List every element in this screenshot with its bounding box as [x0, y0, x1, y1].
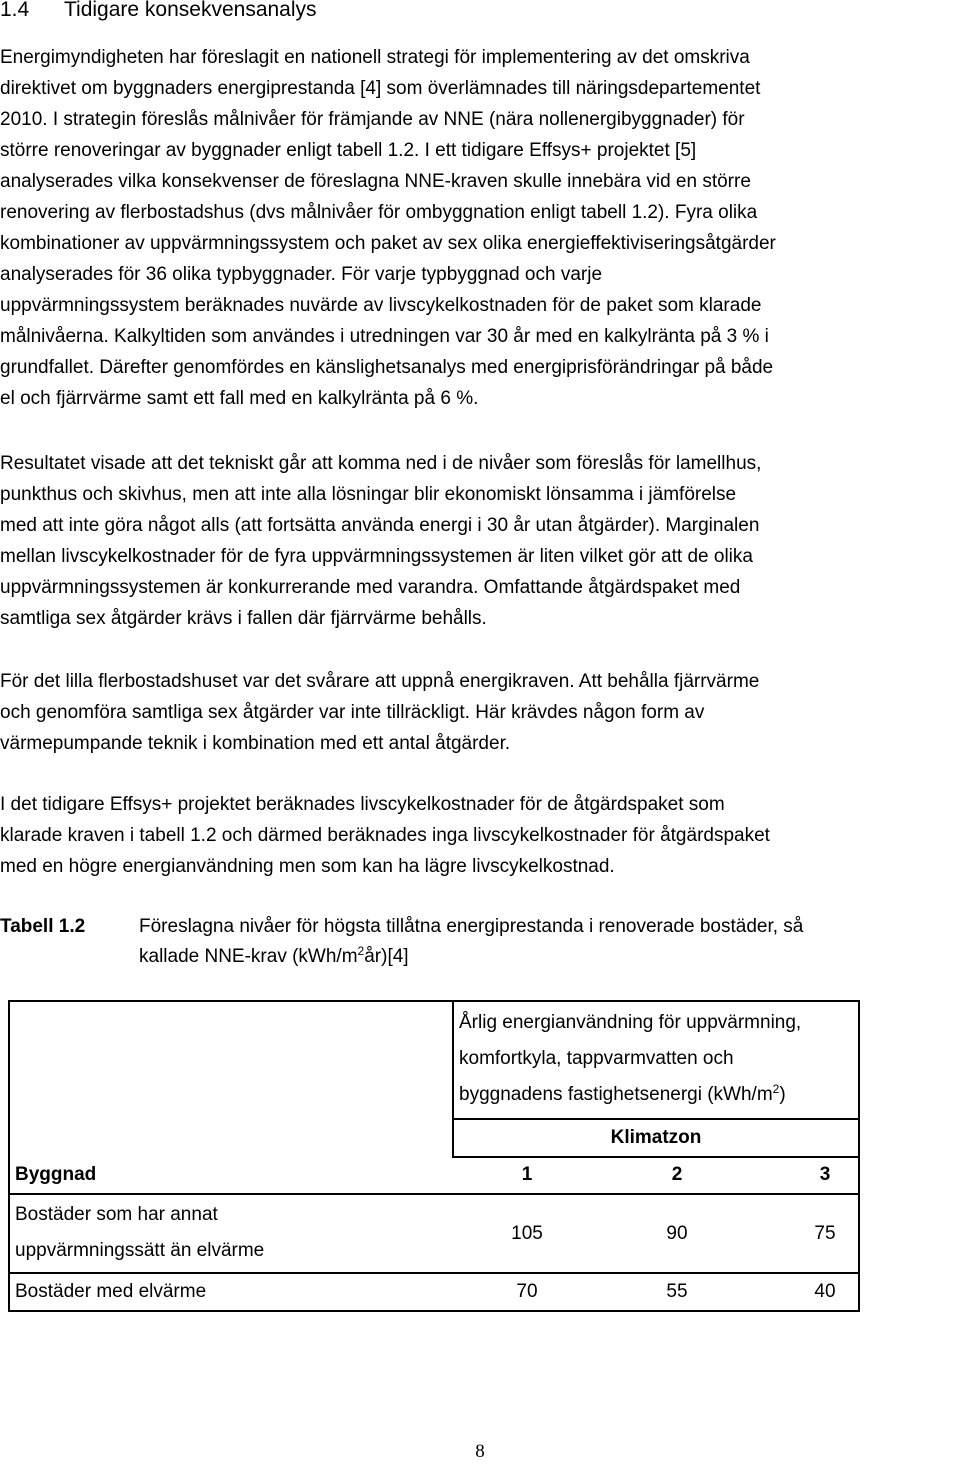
table-col-zone-2: 2: [671, 1164, 683, 1185]
table-cell: 55: [666, 1281, 688, 1302]
caption-superscript: 2: [357, 944, 365, 958]
table-cell: 90: [666, 1223, 688, 1244]
paragraph-line: klarade kraven i tabell 1.2 och därmed beräknades inga livscykelkostnader för åtgärdspaket: [0, 825, 770, 846]
paragraph-line: uppvärmningssystem beräknades nuvärde av livscykelkostnaden för de paket som klarade: [0, 295, 762, 316]
caption-unit-text: kallade NNE-krav (kWh/m: [139, 946, 358, 967]
paragraph-line: större renoveringar av byggnader enligt tabell 1.2. I ett tidigare Effsys+ projektet [5]: [0, 140, 697, 161]
table-header-description: [459, 1005, 801, 1113]
table-border-top: [8, 1000, 860, 1002]
paragraph-line: uppvärmningssystemen är konkurrerande med varandra. Omfattande åtgärdspaket med: [0, 577, 741, 598]
paragraph-line: 2010. I strategin föreslås målnivåer för främjande av NNE (nära nollenergibyggnader) för: [0, 109, 745, 130]
table-cell: 105: [511, 1223, 543, 1244]
section-number: 1.4: [0, 0, 30, 21]
table-cell: 40: [814, 1281, 836, 1302]
paragraph-line: samtliga sex åtgärder krävs i fallen där fjärrvärme behålls.: [0, 608, 487, 629]
section-title: Tidigare konsekvensanalys: [64, 0, 317, 21]
table-caption-line-2: [139, 942, 803, 972]
paragraph-line: och genomföra samtliga sex åtgärder var inte tillräckligt. Här krävdes någon form av: [0, 702, 705, 723]
paragraph-line: kombinationer av uppvärmningssystem och paket av sex olika energieffektiviseringsåtgärder: [0, 233, 776, 254]
paragraph-line: målnivåerna. Kalkyltiden som användes i utredningen var 30 år med en kalkylränta på 3 % i: [0, 326, 769, 347]
paragraph-line: analyserades för 36 olika typbyggnader. För varje typbyggnad och varje: [0, 264, 603, 285]
paragraph-line: För det lilla flerbostadshuset var det svårare att uppnå energikraven. Att behålla fjärrvärme: [0, 671, 760, 692]
table-col-zone-3: 3: [819, 1164, 831, 1185]
caption-unit-suffix: år)[4]: [364, 946, 409, 967]
paragraph-line: el och fjärrvärme samt ett fall med en kalkylränta på 6 %.: [0, 388, 479, 409]
table-rule-columns: [8, 1193, 860, 1195]
paragraph-line: renovering av flerbostadshus (dvs målnivåer för ombyggnation enligt tabell 1.2). Fyra olika: [0, 202, 758, 223]
paragraph-line: grundfallet. Därefter genomfördes en känslighetsanalys med energiprisförändringar på både: [0, 357, 774, 378]
paragraph-line: värmepumpande teknik i kombination med ett antal åtgärder.: [0, 733, 511, 754]
header-line: byggnadens fastighetsenergi $(kWh/m^2)$: [459, 1082, 786, 1105]
table-cell: 75: [814, 1223, 836, 1244]
paragraph-line: direktivet om byggnaders energiprestanda [4] som överlämnades till näringsdepartementet: [0, 78, 761, 99]
table-caption: [139, 912, 803, 972]
table-border-left: [8, 1000, 10, 1312]
paragraph-line: Resultatet visade att det tekniskt går att komma ned i de nivåer som föreslås för lamellhus,: [0, 453, 762, 474]
table-row-label: Bostäder med elvärme: [15, 1281, 207, 1302]
paragraph-line: Energimyndigheten har föreslagit en nationell strategi för implementering av det omskriva: [0, 47, 750, 68]
header-line: komfortkyla, tappvarmvatten och: [459, 1048, 734, 1069]
paragraph-line: I det tidigare Effsys+ projektet beräknades livscykelkostnader för de åtgärdspaket som: [0, 794, 725, 815]
paragraph-3: [0, 666, 759, 759]
table-caption-line-1: Föreslagna nivåer för högsta tillåtna energiprestanda i renoverade bostäder, så: [139, 916, 804, 937]
paragraph-line: punkthus och skivhus, men att inte alla lösningar blir ekonomiskt lönsamma i jämförelse: [0, 484, 737, 505]
table-col-zone-1: 1: [521, 1164, 533, 1185]
table-cell: 70: [516, 1281, 538, 1302]
table-border-right: [858, 1000, 860, 1312]
table-row-label: Bostäder som har annat uppvärmningssätt än elvärme: [15, 1204, 265, 1261]
section-heading: [0, 0, 317, 26]
table-border-bottom: [8, 1310, 860, 1312]
table-label: Tabell 1.2: [0, 916, 86, 937]
paragraph-4: [0, 789, 770, 882]
page-number: 8: [475, 1441, 485, 1462]
header-line: Årlig energianvändning för uppvärmning,: [459, 1012, 802, 1033]
table-col-building: Byggnad: [15, 1164, 97, 1185]
table-zone-header: Klimatzon: [610, 1127, 702, 1148]
paragraph-line: analyserades vilka konsekvenser de föreslagna NNE-kraven skulle innebära vid en större: [0, 171, 751, 192]
paragraph-1: [0, 42, 776, 414]
nne-requirements-table: [8, 1000, 860, 1312]
paragraph-line: med att inte göra något alls (att fortsätta använda energi i 30 år utan åtgärder). Marginalen: [0, 515, 760, 536]
paragraph-2: [0, 448, 761, 634]
paragraph-line: med en högre energianvändning men som kan ha lägre livscykelkostnad.: [0, 856, 615, 877]
paragraph-line: mellan livscykelkostnader för de fyra uppvärmningssystemen är liten vilket gör att de olika: [0, 546, 753, 567]
